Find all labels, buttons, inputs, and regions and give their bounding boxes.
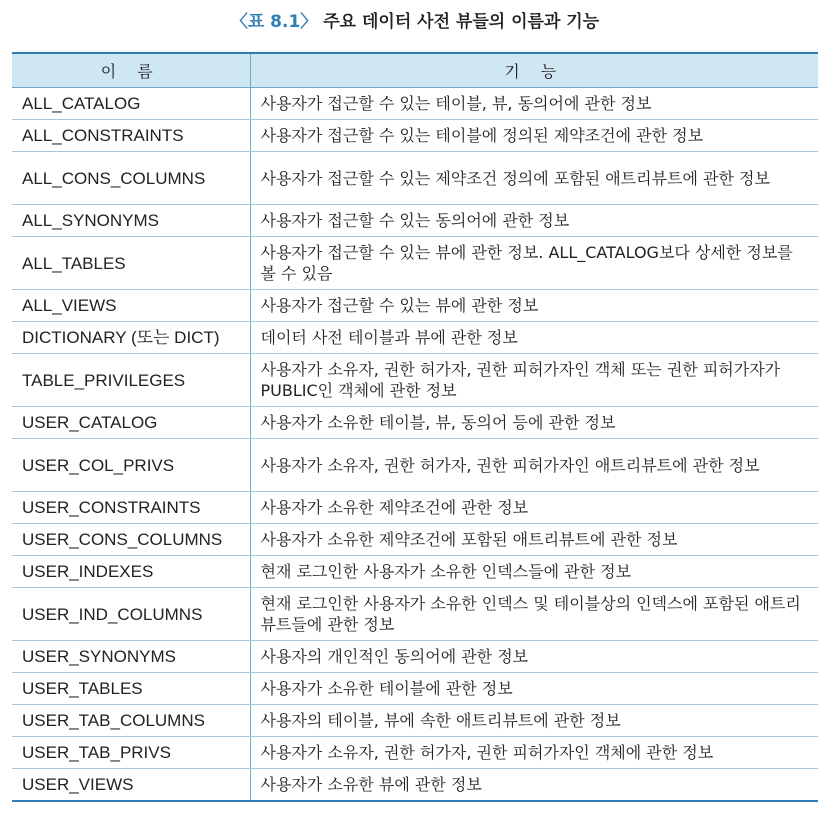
view-function-cell: 사용자가 소유자, 권한 허가자, 권한 피허가자인 객체에 관한 정보 xyxy=(250,737,818,769)
view-name-cell: ALL_VIEWS xyxy=(12,290,250,322)
view-name-cell: USER_CONS_COLUMNS xyxy=(12,524,250,556)
column-header-name: 이 름 xyxy=(12,53,250,88)
view-function-cell: 사용자가 소유한 테이블에 관한 정보 xyxy=(250,673,818,705)
view-function-cell: 사용자가 접근할 수 있는 동의어에 관한 정보 xyxy=(250,205,818,237)
view-name-cell: USER_CONSTRAINTS xyxy=(12,492,250,524)
view-function-cell: 사용자가 접근할 수 있는 뷰에 관한 정보 xyxy=(250,290,818,322)
table-row xyxy=(12,290,818,322)
view-name-cell: USER_TAB_PRIVS xyxy=(12,737,250,769)
table-row xyxy=(12,769,818,802)
view-name-cell: ALL_CONSTRAINTS xyxy=(12,120,250,152)
table-row xyxy=(12,322,818,354)
table-title: 주요 데이터 사전 뷰들의 이름과 기능 xyxy=(323,12,600,32)
view-function-cell: 사용자가 접근할 수 있는 뷰에 관한 정보. ALL_CATALOG보다 상세한 정보를 볼 수 있음 xyxy=(250,237,818,290)
view-name-cell: ALL_SYNONYMS xyxy=(12,205,250,237)
view-name-cell: DICTIONARY (또는 DICT) xyxy=(12,322,250,354)
table-row xyxy=(12,737,818,769)
view-function-cell: 사용자가 소유한 테이블, 뷰, 동의어 등에 관한 정보 xyxy=(250,407,818,439)
table-row xyxy=(12,705,818,737)
table-row xyxy=(12,88,818,120)
view-function-cell: 사용자가 접근할 수 있는 제약조건 정의에 포함된 애트리뷰트에 관한 정보 xyxy=(250,152,818,205)
table-row xyxy=(12,439,818,492)
table-row xyxy=(12,354,818,407)
table-header-row xyxy=(12,53,818,88)
view-function-cell: 사용자가 소유한 제약조건에 관한 정보 xyxy=(250,492,818,524)
table-row xyxy=(12,524,818,556)
view-function-cell: 사용자가 소유한 제약조건에 포함된 애트리뷰트에 관한 정보 xyxy=(250,524,818,556)
view-function-cell: 현재 로그인한 사용자가 소유한 인덱스들에 관한 정보 xyxy=(250,556,818,588)
table-row xyxy=(12,641,818,673)
view-name-cell: ALL_CONS_COLUMNS xyxy=(12,152,250,205)
view-name-cell: ALL_TABLES xyxy=(12,237,250,290)
view-function-cell: 현재 로그인한 사용자가 소유한 인덱스 및 테이블상의 인덱스에 포함된 애트리뷰트들에 관한 정보 xyxy=(250,588,818,641)
view-function-cell: 사용자의 테이블, 뷰에 속한 애트리뷰트에 관한 정보 xyxy=(250,705,818,737)
view-name-cell: USER_INDEXES xyxy=(12,556,250,588)
table-row xyxy=(12,152,818,205)
view-function-cell: 사용자가 소유자, 권한 허가자, 권한 피허가자인 애트리뷰트에 관한 정보 xyxy=(250,439,818,492)
view-name-cell: USER_IND_COLUMNS xyxy=(12,588,250,641)
view-function-cell: 사용자가 소유자, 권한 허가자, 권한 피허가자인 객체 또는 권한 피허가자가 PUBLIC인 객체에 관한 정보 xyxy=(250,354,818,407)
view-function-cell: 사용자가 소유한 뷰에 관한 정보 xyxy=(250,769,818,802)
view-function-cell: 사용자가 접근할 수 있는 테이블, 뷰, 동의어에 관한 정보 xyxy=(250,88,818,120)
table-row xyxy=(12,205,818,237)
column-header-function: 기 능 xyxy=(250,53,818,88)
table-number-label: 〈표 8.1〉 xyxy=(230,12,318,32)
view-name-cell: ALL_CATALOG xyxy=(12,88,250,120)
view-name-cell: USER_COL_PRIVS xyxy=(12,439,250,492)
view-function-cell: 데이터 사전 테이블과 뷰에 관한 정보 xyxy=(250,322,818,354)
view-name-cell: USER_TABLES xyxy=(12,673,250,705)
table-row xyxy=(12,588,818,641)
view-name-cell: USER_TAB_COLUMNS xyxy=(12,705,250,737)
table-caption xyxy=(0,8,830,36)
table-row xyxy=(12,120,818,152)
data-dictionary-table xyxy=(12,52,818,802)
view-name-cell: USER_VIEWS xyxy=(12,769,250,802)
view-function-cell: 사용자의 개인적인 동의어에 관한 정보 xyxy=(250,641,818,673)
view-name-cell: USER_CATALOG xyxy=(12,407,250,439)
table-row xyxy=(12,237,818,290)
view-name-cell: TABLE_PRIVILEGES xyxy=(12,354,250,407)
view-name-cell: USER_SYNONYMS xyxy=(12,641,250,673)
table-row xyxy=(12,492,818,524)
table-row xyxy=(12,407,818,439)
view-function-cell: 사용자가 접근할 수 있는 테이블에 정의된 제약조건에 관한 정보 xyxy=(250,120,818,152)
table-row xyxy=(12,556,818,588)
table-row xyxy=(12,673,818,705)
